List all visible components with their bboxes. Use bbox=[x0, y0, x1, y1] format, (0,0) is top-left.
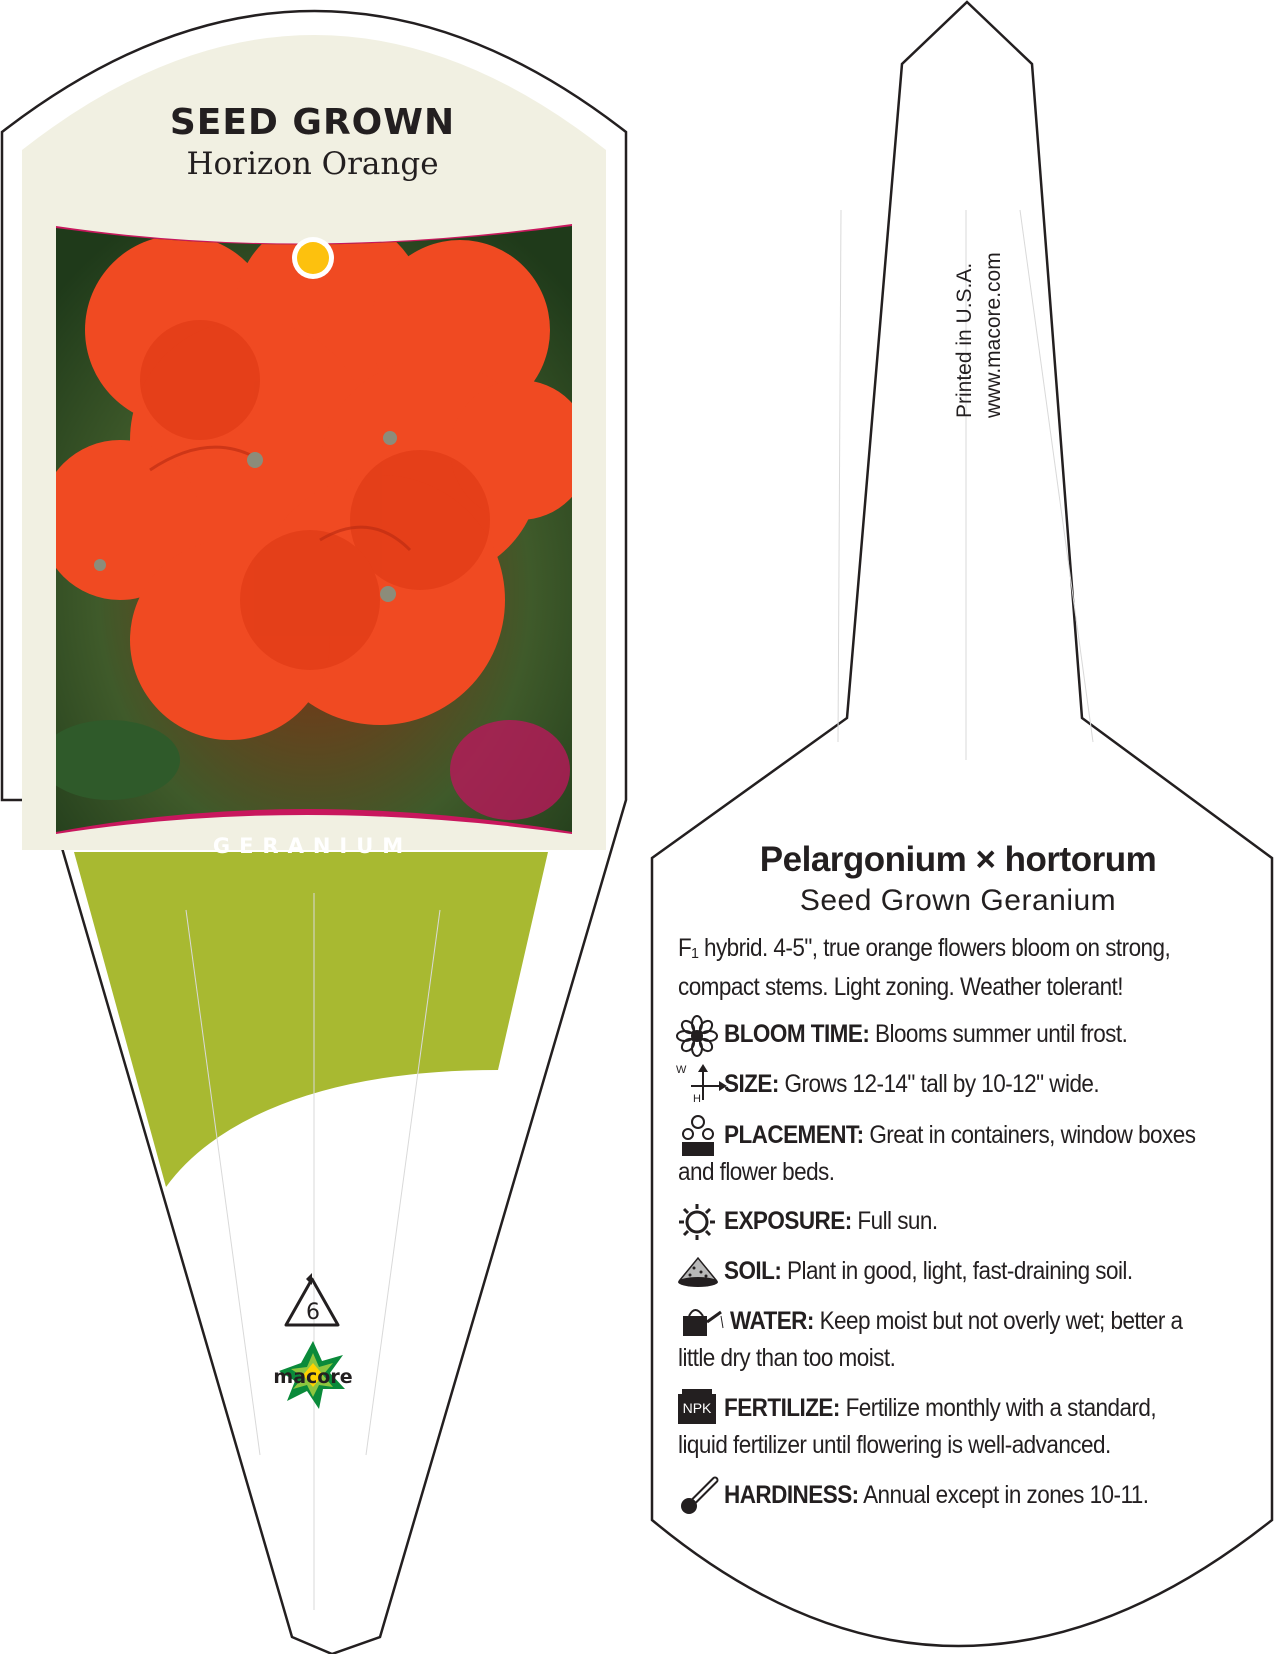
website-text: www.macore.com bbox=[982, 252, 1005, 418]
hardiness-text: Annual except in zones 10-11. bbox=[863, 1481, 1149, 1509]
hardiness-row bbox=[724, 1477, 1224, 1514]
full-sun-icon bbox=[297, 242, 329, 274]
description-line-2: compact stems. Light zoning. Weather tolerant! bbox=[678, 973, 1123, 1001]
water-text-line2: little dry than too moist. bbox=[678, 1344, 896, 1372]
size-label: SIZE: bbox=[724, 1070, 779, 1098]
placement-text-line2: and flower beds. bbox=[678, 1158, 835, 1186]
recycle-number: 6 bbox=[306, 1300, 320, 1325]
size-w-label: W bbox=[676, 1064, 687, 1076]
size-row bbox=[724, 1066, 1224, 1103]
fertilize-row bbox=[724, 1390, 1224, 1427]
scientific-name: Pelargonium × hortorum bbox=[759, 840, 1157, 879]
printed-in-text: Printed in U.S.A. bbox=[953, 262, 976, 418]
size-text: Grows 12-14" tall by 10-12" wide. bbox=[784, 1070, 1100, 1098]
npk-label: NPK bbox=[682, 1400, 712, 1416]
front-variety-name: Horizon Orange bbox=[186, 146, 439, 182]
front-title-line1: SEED GROWN bbox=[169, 102, 456, 143]
placement-text: Great in containers, window boxes bbox=[869, 1121, 1196, 1149]
water-text: Keep moist but not overly wet; better a bbox=[819, 1307, 1183, 1335]
soil-row bbox=[724, 1253, 1224, 1290]
front-category-label: GERANIUM bbox=[212, 834, 413, 858]
print-info bbox=[950, 138, 1010, 418]
hardiness-label: HARDINESS: bbox=[724, 1481, 859, 1509]
front-tag bbox=[2, 11, 626, 1654]
exposure-row bbox=[724, 1203, 1224, 1240]
size-h-label: H bbox=[693, 1093, 701, 1105]
exposure-label: EXPOSURE: bbox=[724, 1207, 852, 1235]
exposure-text: Full sun. bbox=[857, 1207, 938, 1235]
bloom-time-text: Blooms summer until frost. bbox=[875, 1020, 1128, 1048]
fertilize-text-line2: liquid fertilizer until flowering is well-advanced. bbox=[678, 1431, 1111, 1459]
description-line-1: F₁ hybrid. 4-5", true orange flowers bloom on strong, bbox=[678, 934, 1171, 962]
water-label: WATER: bbox=[730, 1307, 814, 1335]
bloom-time-label: BLOOM TIME: bbox=[724, 1020, 870, 1048]
soil-text: Plant in good, light, fast-draining soil. bbox=[787, 1257, 1133, 1285]
common-name: Seed Grown Geranium bbox=[799, 884, 1117, 917]
placement-row bbox=[724, 1117, 1224, 1154]
bloom-time-row bbox=[724, 1016, 1224, 1053]
fertilize-label: FERTILIZE: bbox=[724, 1394, 840, 1422]
flower-photo bbox=[40, 215, 590, 836]
macore-logo-text: macore bbox=[273, 1366, 353, 1388]
soil-label: SOIL: bbox=[724, 1257, 782, 1285]
placement-label: PLACEMENT: bbox=[724, 1121, 864, 1149]
water-row bbox=[730, 1303, 1230, 1340]
fertilize-text: Fertilize monthly with a standard, bbox=[845, 1394, 1157, 1422]
